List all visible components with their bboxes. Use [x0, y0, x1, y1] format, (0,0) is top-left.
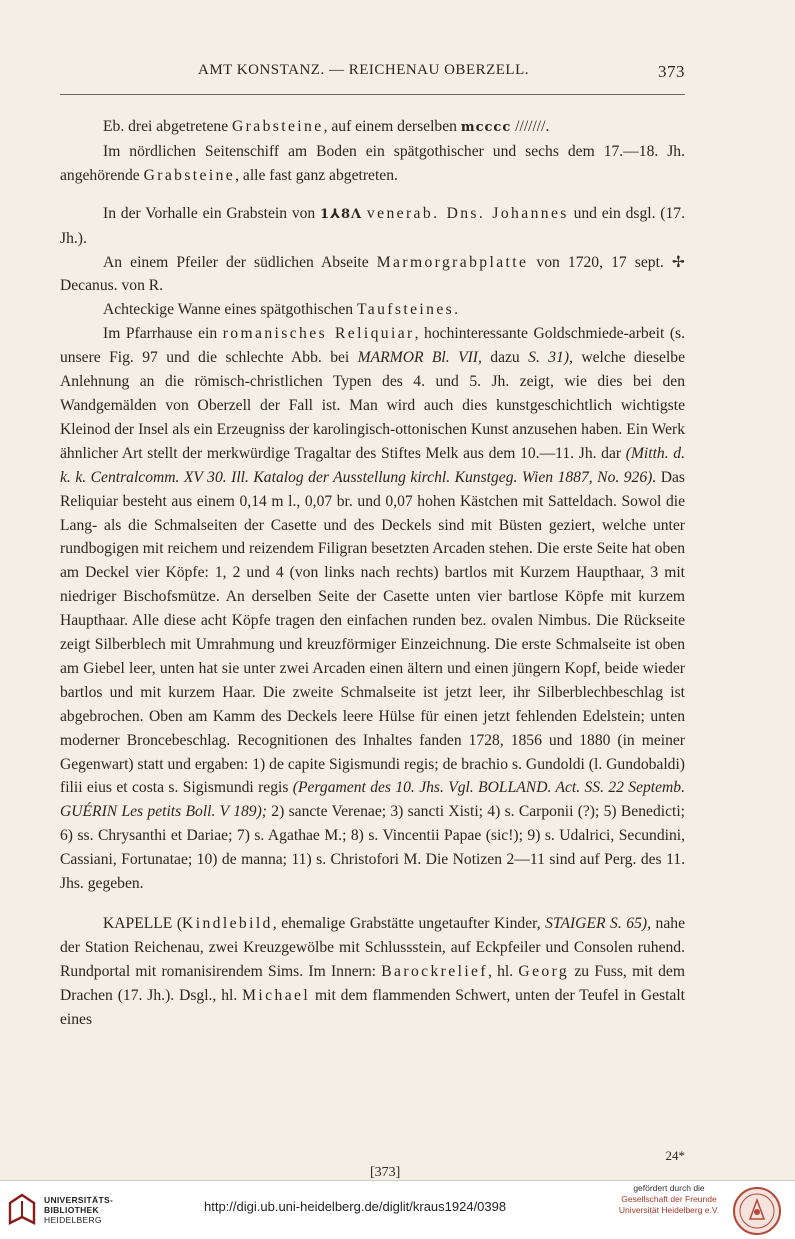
page-number: 373 [658, 62, 685, 81]
body-text [60, 115, 685, 1032]
sponsor-note: gefördert durch die Gesellschaft der Freunde Universität Heidelberg e.V. [618, 1183, 720, 1215]
text-run: 1⅄8Λ [320, 206, 363, 222]
text-run: , hochinteressante Goldschmiede-arbeit (s. unsere Fig. 97 und die schlechte Abb. bei [60, 325, 685, 367]
text-run: Im Pfarrhause ein [103, 325, 223, 343]
paragraph-marmorgrabplatte [60, 251, 685, 299]
paragraph-grabsteine [60, 115, 685, 140]
paragraph-vorhalle [60, 202, 685, 251]
text-run: von 1720, 17 sept. ✢ Decanus. von R. [60, 253, 685, 295]
text-run: Grabsteine [232, 118, 324, 135]
text-run: Georg [518, 962, 570, 980]
text-run: . [454, 301, 459, 319]
digitization-footer [0, 1180, 795, 1239]
paragraph-reliquiar [60, 322, 685, 896]
running-head-title: AMT KONSTANZ. — REICHENAU OBERZELL. [198, 62, 530, 78]
paragraph-seitenschiff [60, 140, 685, 188]
paragraph-taufstein [60, 298, 685, 322]
text-run: In der Vorhalle ein Grabstein von [103, 204, 321, 222]
text-run: (Pergament des 10. Jhs. Vgl. BOLLAND. Act. SS. 22 Septemb. GUÉRIN Les petits Boll. V 189); [60, 779, 686, 821]
text-run: mcccc [460, 120, 512, 135]
text-run: , auf einem derselben [323, 118, 461, 135]
text-run: Barockrelief [381, 962, 488, 980]
library-name: UNIVERSITÄTS- BIBLIOTHEK HEIDELBERG [44, 1195, 114, 1225]
library-logo-icon [8, 1193, 36, 1227]
permalink-url[interactable]: http://digi.ub.uni-heidelberg.de/diglit/kraus1924/0398 [204, 1199, 507, 1214]
text-run: dazu [481, 349, 529, 367]
text-run: Achteckige Wanne eines spätgothischen [103, 301, 357, 319]
text-run: ///////. [511, 118, 550, 135]
running-header [60, 62, 685, 86]
text-run: , hl. [487, 962, 519, 980]
text-run: Grabsteine [143, 166, 236, 184]
text-run: , alle fast ganz abgetreten. [235, 166, 398, 184]
text-run: , ehemalige Grabstätte ungetaufter Kinder, [272, 915, 546, 932]
text-run: zu Fuss, mit dem Drachen (17. Jh.). Dsgl., hl. [60, 962, 685, 1004]
text-run: STAIGER S. 65), [545, 915, 651, 932]
text-run: und ein dsgl. (17. Jh.). [60, 204, 685, 247]
text-run: Eb. drei abgetretene [103, 118, 233, 135]
text-run: (Mitth. d. k. k. Centralcomm. XV 30. Ill. Katalog der Ausstellung kirchl. Kunstgeg. Wien 1887, No. 926). [60, 444, 685, 486]
text-run: Kindlebild [182, 915, 273, 932]
text-run: KAPELLE ( [103, 915, 183, 932]
text-run: nahe der Station Reichenau, zwei Kreuzgewölbe mit Schlussstein, auf Eckpfeiler und Consolen ruhend. Rundportal mit romanisirendem Sims. Im Innern: [60, 915, 685, 980]
text-run: 2) sancte Verenae; 3) sancti Xisti; 4) s. Carponii (?); 5) Benedicti; 6) ss. Chrysanthi et Dariae; 7) s. Agathae M.; 8) s. Vincentii Papae (sic!); 9) s. Udalrici, Secundini, Cassiani, Fortunatae; 10) de manna; 11) s. Christofori M. Die Notizen 2—11 sind auf Perg. des 11. Jhs. gegeben. [60, 803, 685, 893]
text-run: Taufsteines [356, 301, 455, 319]
text-run: Im nördlichen Seitenschiff am Boden ein spätgothischer und sechs dem 17.—18. Jh. angehörende [60, 142, 685, 184]
text-run: Marmorgrabplatte [376, 253, 529, 271]
text-run: Das Reliquiar besteht aus einem 0,14 m l., 0,07 br. und 0,07 hohen Kästchen mit Satteldach. Sowol die Lang- als die Schmalseiten der Casette und des Deckels sind mit Büsten geziert, welche unter rundbogigen mit reichem und reizendem Filigran besetzten Arcaden stehen. Die erste Seite hat oben am Deckel vier Köpfe: 1, 2 und 4 (von links nach rechts) bartlos mit Kurzem Haupthaar, 3 mit niedriger Bischofsmütze. An derselben Seite der Casette unten vier bartlose Köpfe mit kurzem Haupthaar. Alle diese acht Köpfe tragen den einfachen runden bez. ovalen Nimbus. Die Rückseite zeigt Silberblech mit Umrahmung und kreuzförmiger Einzeichnung. Die erste Schmalseite ist oben am Giebel leer, unten hat sie unter zwei Arcaden einen ältern und einen jüngern Kopf, beide wieder bartlos und mit kurzem Haar. Die zweite Schmalseite ist jetzt leer, ihr Silberblechbeschlag ist abgebrochen. Oben am Kamm des Deckels leere Hülse für einen jetzt fehlenden Edelstein; unten moderner Broncebeschlag. Recognitionen des Inhaltes fanden 1728, 1856 und 1880 (in meiner Gegenwart) statt und ergaben: 1) de capite Sigismundi regis; de brachio s. Gundoldi (l. Gundobaldi) filii eius et costa s. Sigismundi regis [60, 468, 685, 797]
text-run: venerab. Dns. Johannes [366, 204, 569, 222]
text-run: MARMOR Bl. VII, [357, 349, 482, 367]
text-run: Michael [242, 986, 311, 1004]
university-seal-icon [732, 1186, 782, 1236]
printer-signature: 24* [665, 1148, 685, 1163]
text-run: romanisches Reliquiar [222, 325, 415, 343]
paragraph-kapelle [60, 912, 685, 1032]
text-run: An einem Pfeiler der südlichen Abseite [103, 253, 377, 271]
header-rule [60, 94, 685, 95]
text-run: welche dieselbe Anlehnung an die römisch-christlichen Typen des 4. und 5. Jh. zeigt, wie dies bei den Wandgemälden von Oberzell der Fall ist. Man wird auch dies kunstgeschichtlich wichtigste Kleinod der Insel als ein Erzeugniss der karolingisch-ottonischen Kunst anzusehen haben. Ein Werk ähnlicher Art stellt der merkwürdige Tragaltar des Stiftes Melk aus dem 10.—11. Jh. dar [60, 349, 686, 462]
text-run: mit dem flammenden Schwert, unten der Teufel in Gestalt eines [60, 986, 685, 1028]
text-run: S. 31), [528, 349, 573, 367]
folio-number: [373] [370, 1165, 401, 1180]
